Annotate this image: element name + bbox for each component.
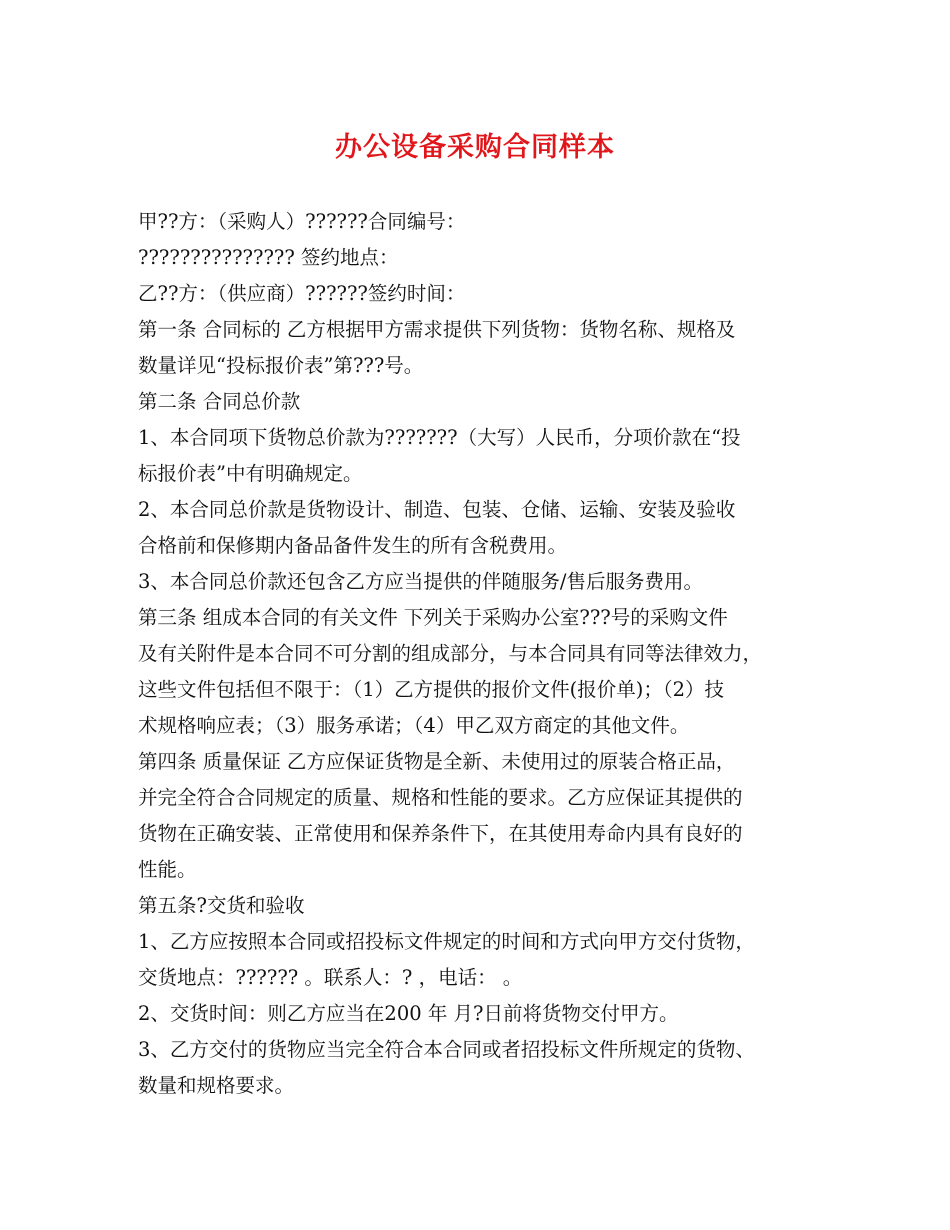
text-line: 第二条 合同总价款 bbox=[138, 390, 301, 413]
text-line: 及有关附件是本合同不可分割的组成部分，与本合同具有同等法律效力， bbox=[138, 642, 763, 665]
text-line: ??????????????? 签约地点： bbox=[138, 246, 399, 269]
text-line: 并完全符合合同规定的质量、规格和性能的要求。乙方应保证其提供的 bbox=[138, 786, 743, 809]
text-line: 货物在正确安装、正常使用和保养条件下，在其使用寿命内具有良好的 bbox=[138, 822, 743, 845]
text-line: 标报价表”中有明确规定。 bbox=[138, 462, 363, 485]
text-line: 第五条?交货和验收 bbox=[138, 894, 305, 917]
text-line: 合格前和保修期内备品备件发生的所有含税费用。 bbox=[138, 534, 568, 557]
text-line: 这些文件包括但不限于：（1）乙方提供的报价文件(报价单)；（2）技 bbox=[138, 678, 725, 701]
text-line: 甲??方：（采购人）??????合同编号： bbox=[138, 210, 466, 233]
text-line: 1、本合同项下货物总价款为???????（大写）人民币，分项价款在“投 bbox=[138, 426, 741, 449]
text-line: 性能。 bbox=[138, 858, 197, 881]
text-line: 3、本合同总价款还包含乙方应当提供的伴随服务/售后服务费用。 bbox=[138, 570, 703, 593]
document-title: 办公设备采购合同样本 bbox=[335, 132, 615, 163]
text-line: 第四条 质量保证 乙方应保证货物是全新、未使用过的原装合格正品， bbox=[138, 750, 736, 773]
text-line: 2、交货时间：则乙方应当在200 年 月?日前将货物交付甲方。 bbox=[138, 1002, 679, 1025]
text-line: 2、本合同总价款是货物设计、制造、包装、仓储、运输、安装及验收 bbox=[138, 498, 736, 521]
text-line: 数量详见“投标报价表”第???号。 bbox=[138, 354, 424, 377]
text-line: 3、乙方交付的货物应当完全符合本合同或者招投标文件所规定的货物、 bbox=[138, 1038, 755, 1061]
text-line: 术规格响应表；（3）服务承诺；（4）甲乙双方商定的其他文件。 bbox=[138, 714, 690, 737]
text-line: 第一条 合同标的 乙方根据甲方需求提供下列货物：货物名称、规格及 bbox=[138, 318, 736, 341]
document-body bbox=[138, 204, 828, 1104]
text-line: 数量和规格要求。 bbox=[138, 1074, 295, 1097]
text-line: 第三条 组成本合同的有关文件 下列关于采购办公室???号的采购文件 bbox=[138, 606, 728, 629]
text-line: 乙??方：（供应商）??????签约时间： bbox=[138, 282, 466, 305]
text-line: 1、乙方应按照本合同或招投标文件规定的时间和方式向甲方交付货物， bbox=[138, 930, 755, 953]
text-line: 交货地点：?????? 。联系人：? ，电话： 。 bbox=[138, 966, 523, 989]
